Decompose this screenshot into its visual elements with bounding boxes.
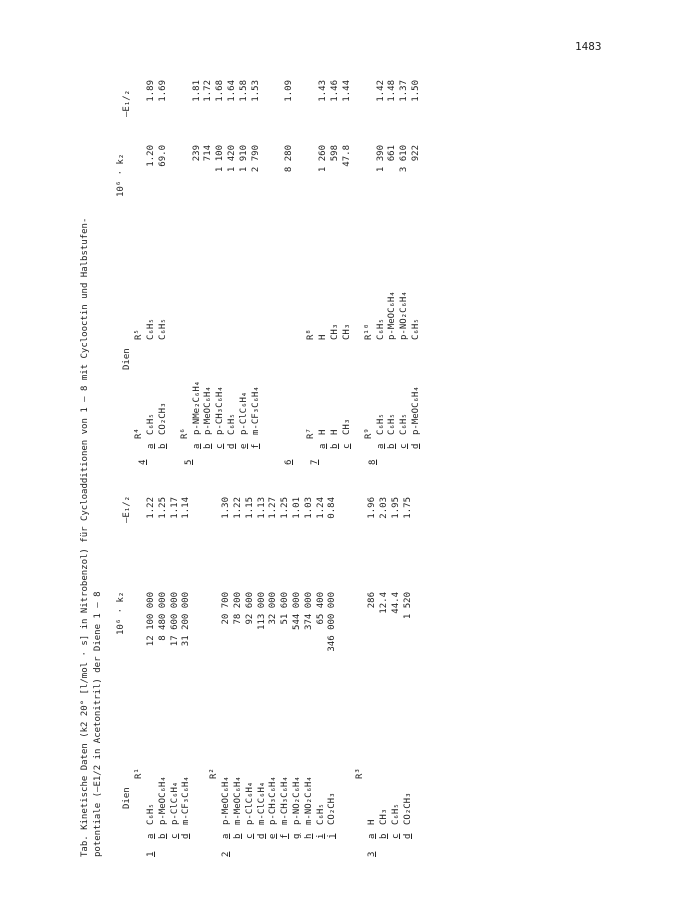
row-substituent: CH₃	[341, 418, 352, 435]
row-substituent: C₆H₅	[157, 318, 168, 340]
rate-constant: 12 100 000	[146, 592, 156, 647]
compound-number: 1	[146, 851, 156, 857]
rate-constant: 1 910	[238, 145, 249, 173]
half-wave-potential: 1.64	[227, 80, 237, 102]
rate-constant: 8 480 000	[157, 592, 168, 641]
compound-number: 6	[284, 459, 295, 465]
substituent-header: R⁹	[363, 428, 374, 439]
row-substituent: CH₃	[379, 808, 389, 825]
half-wave-potential: 1.30	[221, 497, 232, 519]
rotated-table	[80, 77, 600, 857]
rate-constant: 598	[330, 145, 340, 162]
row-substituent: CO₂CH₃	[327, 792, 338, 825]
half-wave-potential: 1.69	[157, 80, 168, 102]
compound-number: 5	[183, 459, 194, 465]
compound-number: 8	[367, 459, 378, 465]
half-wave-potential: 1.75	[402, 497, 413, 519]
row-substituent: p-CH₃C₆H₄	[215, 386, 226, 435]
rate-constant: 17 600 000	[169, 592, 180, 647]
row-substituent: H	[367, 819, 378, 825]
rate-constant: 65 400	[315, 592, 326, 625]
rate-constant: 69.0	[157, 145, 168, 167]
row-substituent: m-CF₃C₆H₄	[250, 386, 261, 435]
half-wave-potential: 1.96	[367, 497, 378, 519]
row-substituent: p-ClC₆H₄	[244, 781, 255, 825]
row-substituent: H	[318, 429, 329, 435]
row-letter: c	[390, 833, 401, 839]
row-substituent: p-MeOC₆H₄	[157, 776, 168, 825]
row-substituent: CH₃	[341, 323, 352, 340]
substituent-header: R¹	[134, 768, 144, 779]
half-wave-potential: 1.17	[169, 497, 180, 519]
rate-constant: 239	[191, 145, 202, 162]
compound-number: 2	[221, 851, 232, 857]
rate-constant: 51 600	[280, 592, 291, 625]
row-letter: a	[146, 443, 156, 449]
rate-constant: 286	[367, 592, 378, 609]
row-letter: e	[268, 833, 279, 839]
row-letter: g	[292, 833, 302, 839]
row-substituent: C₆H₅	[227, 413, 237, 435]
half-wave-potential: 1.72	[203, 80, 214, 102]
row-letter: b	[157, 443, 168, 449]
row-substituent: C₆H₅	[146, 413, 156, 435]
half-wave-potential: 1.43	[318, 80, 329, 102]
row-letter: b	[379, 833, 389, 839]
row-substituent: p-MeOC₆H₄	[203, 386, 214, 435]
rate-constant: 661	[387, 145, 398, 162]
header-diene: Dien	[122, 348, 132, 370]
row-substituent: m-NO₂C₆H₄	[303, 776, 314, 825]
half-wave-potential: 2.03	[379, 497, 389, 519]
rate-constant: 1 420	[227, 145, 237, 173]
row-letter: i	[315, 833, 326, 839]
row-letter: a	[221, 833, 232, 839]
row-letter: a	[191, 443, 202, 449]
row-letter: a	[146, 833, 156, 839]
row-substituent: H	[330, 429, 340, 435]
substituent-header: R⁴	[134, 428, 144, 439]
half-wave-potential: 1.13	[256, 497, 267, 519]
row-letter: d	[402, 833, 413, 839]
row-substituent: m-CH₃C₆H₄	[280, 776, 291, 825]
row-letter: d	[411, 443, 421, 449]
rate-constant: 714	[203, 145, 214, 162]
row-letter: h	[303, 833, 314, 839]
half-wave-potential: 1.44	[341, 80, 352, 102]
row-substituent: p-NO₂C₆H₄	[292, 776, 302, 825]
substituent-header: R³	[355, 768, 366, 779]
row-letter: b	[203, 443, 214, 449]
substituent-header: R⁷	[306, 428, 317, 439]
rate-constant: 346 000 000	[327, 592, 338, 652]
row-substituent: p-CH₃C₆H₄	[268, 776, 279, 825]
row-substituent: CO₂CH₃	[402, 792, 413, 825]
row-letter: a	[367, 833, 378, 839]
header-rate: 10⁶ · k₂	[116, 591, 126, 635]
half-wave-potential: 1.68	[215, 80, 226, 102]
half-wave-potential: 1.81	[191, 80, 202, 102]
row-letter: d	[227, 443, 237, 449]
rate-constant: 1.20	[146, 145, 156, 167]
half-wave-potential: 1.25	[280, 497, 291, 519]
row-substituent: p-ClC₆H₄	[169, 781, 180, 825]
rate-constant: 44.4	[390, 592, 401, 614]
row-substituent: C₆H₅	[399, 413, 410, 435]
rate-constant: 92 600	[244, 592, 255, 625]
rate-constant: 922	[411, 145, 421, 162]
row-letter: d	[181, 833, 192, 839]
rate-constant: 1 260	[318, 145, 329, 173]
row-substituent: C₆H₅	[146, 318, 156, 340]
row-substituent: m-MeOC₆H₄	[233, 776, 243, 825]
row-letter: c	[399, 443, 410, 449]
half-wave-potential: 1.42	[375, 80, 386, 102]
rate-constant: 8 280	[284, 145, 295, 173]
page-number: 1483	[575, 40, 602, 53]
compound-number: 4	[138, 459, 148, 465]
rate-constant: 31 200 000	[181, 592, 192, 647]
substituent-header: R⁶	[179, 428, 190, 439]
row-substituent: p-NO₂C₆H₄	[399, 291, 410, 340]
rate-constant: 3 610	[399, 145, 410, 173]
row-substituent: C₆H₅	[315, 803, 326, 825]
row-letter: b	[330, 443, 340, 449]
half-wave-potential: 1.03	[303, 497, 314, 519]
row-substituent: p-MeOC₆H₄	[221, 776, 232, 825]
compound-number: 7	[310, 459, 321, 465]
row-substituent: m-ClC₆H₄	[256, 781, 267, 825]
row-letter: c	[341, 443, 352, 449]
rate-constant: 2 790	[250, 145, 261, 173]
row-substituent: C₆H₅	[390, 803, 401, 825]
row-substituent: p-ClC₆H₄	[238, 391, 249, 435]
half-wave-potential: 1.09	[284, 80, 295, 102]
row-substituent: C₆H₅	[375, 318, 386, 340]
row-letter: d	[256, 833, 267, 839]
half-wave-potential: 1.46	[330, 80, 340, 102]
row-letter: b	[233, 833, 243, 839]
half-wave-potential: 1.14	[181, 497, 192, 519]
rate-constant: 1 390	[375, 145, 386, 173]
row-letter: e	[238, 443, 249, 449]
row-letter: a	[375, 443, 386, 449]
half-wave-potential: 1.22	[233, 497, 243, 519]
rate-constant: 78 200	[233, 592, 243, 625]
half-wave-potential: 0.84	[327, 497, 338, 519]
row-substituent: CH₃	[330, 323, 340, 340]
row-letter: a	[318, 443, 329, 449]
rate-constant: 544 000	[292, 592, 302, 630]
substituent-header: R⁸	[306, 329, 317, 340]
half-wave-potential: 1.37	[399, 80, 410, 102]
half-wave-potential: 1.53	[250, 80, 261, 102]
substituent-header: R²	[209, 768, 220, 779]
row-letter: f	[250, 443, 261, 449]
row-substituent: C₆H₅	[411, 318, 421, 340]
row-substituent: p-MeOC₆H₄	[387, 291, 398, 340]
half-wave-potential: 1.89	[146, 80, 156, 102]
compound-number: 3	[367, 851, 378, 857]
rate-constant: 20 700	[221, 592, 232, 625]
row-substituent: CO₂CH₃	[157, 402, 168, 435]
header-diene: Dien	[122, 787, 132, 809]
rate-constant: 1 100	[215, 145, 226, 173]
row-letter: b	[387, 443, 398, 449]
row-letter: c	[169, 833, 180, 839]
half-wave-potential: 1.24	[315, 497, 326, 519]
half-wave-potential: 1.48	[387, 80, 398, 102]
row-substituent: p-MeOC₆H₄	[411, 386, 421, 435]
row-letter: j	[327, 833, 338, 839]
rate-constant: 12.4	[379, 592, 389, 614]
row-letter: b	[157, 833, 168, 839]
row-letter: c	[215, 443, 226, 449]
half-wave-potential: 1.27	[268, 497, 279, 519]
row-substituent: C₆H₅	[375, 413, 386, 435]
row-letter: c	[244, 833, 255, 839]
rate-constant: 374 000	[303, 592, 314, 630]
half-wave-potential: 1.01	[292, 497, 302, 519]
row-letter: f	[280, 833, 291, 839]
table-caption-line1: Tab. Kinetische Daten (k2 20° [l/mol · s] in Nitrobenzol) für Cycloadditionen von 1 – 8 mit Cyclooctin und Halbstufen-	[80, 217, 90, 857]
rate-constant: 1 520	[402, 592, 413, 620]
row-substituent: C₆H₅	[146, 803, 156, 825]
row-substituent: p-NMe₂C₆H₄	[191, 380, 202, 435]
rate-constant: 113 000	[256, 592, 267, 630]
rate-constant: 47.8	[341, 145, 352, 167]
row-substituent: C₆H₅	[387, 413, 398, 435]
row-substituent: m-CF₃C₆H₄	[181, 776, 192, 825]
header-potential: –E₁/₂	[122, 495, 132, 523]
substituent-header: R⁵	[134, 329, 144, 340]
substituent-header: R¹⁰	[363, 323, 374, 340]
table-caption-line2: potentiale (–E1/2 in Acetonitril) der Diene 1 – 8	[93, 591, 103, 857]
half-wave-potential: 1.15	[244, 497, 255, 519]
half-wave-potential: 1.95	[390, 497, 401, 519]
header-rate: 10⁶ · k₂	[116, 153, 126, 197]
half-wave-potential: 1.22	[146, 497, 156, 519]
half-wave-potential: 1.58	[238, 80, 249, 102]
header-potential: –E₁/₂	[122, 89, 132, 117]
half-wave-potential: 1.25	[157, 497, 168, 519]
rate-constant: 32 000	[268, 592, 279, 625]
row-substituent: H	[318, 334, 329, 340]
half-wave-potential: 1.50	[411, 80, 421, 102]
